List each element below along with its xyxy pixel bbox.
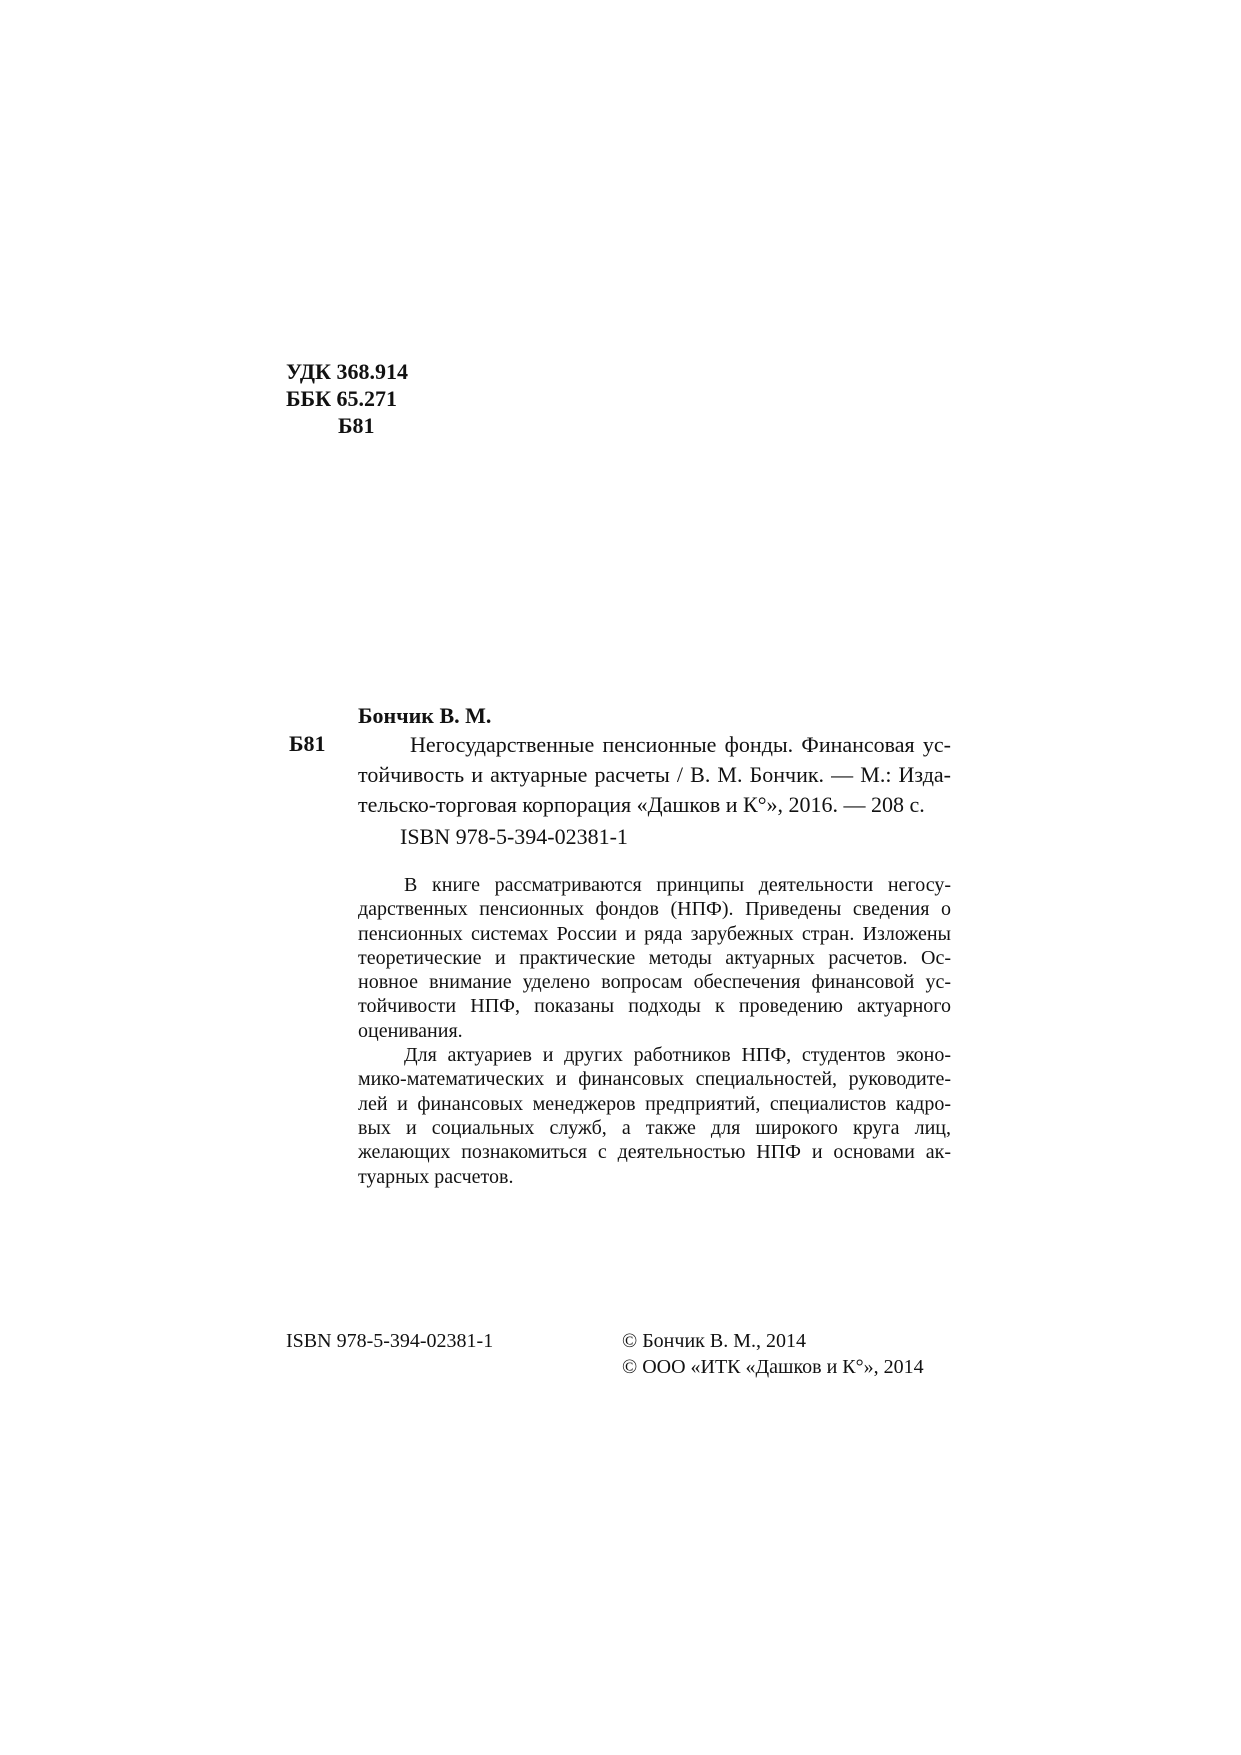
abstract-line: лей и финансовых менеджеров предприятий, специалистов кадро-: [358, 1092, 951, 1115]
bibliographic-description: [358, 730, 951, 820]
abstract-line: туарных расчетов.: [358, 1165, 514, 1188]
bib-line: тельско-торговая корпорация «Дашков и К°», 2016. — 208 с.: [358, 792, 925, 817]
entry-cutter-code: Б81: [289, 731, 326, 756]
copyright-publisher: © ООО «ИТК «Дашков и К°», 2014: [622, 1356, 924, 1378]
bib-line: тойчивость и актуарные расчеты / В. М. Бончик. — М.: Изда-: [358, 762, 951, 787]
footer-isbn: ISBN 978-5-394-02381-1: [286, 1330, 494, 1352]
abstract-line: желающих познакомиться с деятельностью НПФ и основами ак-: [358, 1141, 951, 1164]
cutter-code: Б81: [338, 413, 375, 438]
isbn-entry: ISBN 978-5-394-02381-1: [400, 824, 628, 849]
abstract-line: вых и социальных служб, а также для широкого круга лиц,: [358, 1116, 951, 1139]
abstract-line: тойчивости НПФ, показаны подходы к проведению актуарного: [358, 995, 951, 1018]
abstract-line: мико-математических и финансовых специальностей, руководите-: [358, 1068, 951, 1091]
abstract-line: Для актуариев и других работников НПФ, студентов эконо-: [404, 1044, 951, 1067]
abstract-line: теоретические и практические методы актуарных расчетов. Ос-: [358, 946, 951, 969]
abstract-line: оценивания.: [358, 1019, 463, 1042]
copyright-notices: [622, 1328, 924, 1380]
copyright-author: © Бончик В. М., 2014: [622, 1330, 806, 1352]
abstract: [358, 873, 951, 1189]
abstract-line: новное внимание уделено вопросам обеспечения финансовой ус-: [358, 971, 951, 994]
bbk-code: ББК 65.271: [286, 386, 398, 411]
classification-codes: [286, 358, 408, 439]
abstract-line: дарственных пенсионных фондов (НПФ). Приведены сведения о: [358, 898, 951, 921]
author-heading: Бончик В. М.: [358, 703, 492, 728]
udk-code: УДК 368.914: [286, 359, 409, 384]
bib-line: Негосударственные пенсионные фонды. Финансовая ус-: [410, 732, 951, 757]
abstract-line: пенсионных системах России и ряда зарубежных стран. Изложены: [358, 922, 951, 945]
abstract-line: В книге рассматриваются принципы деятельности негосу-: [404, 874, 951, 896]
